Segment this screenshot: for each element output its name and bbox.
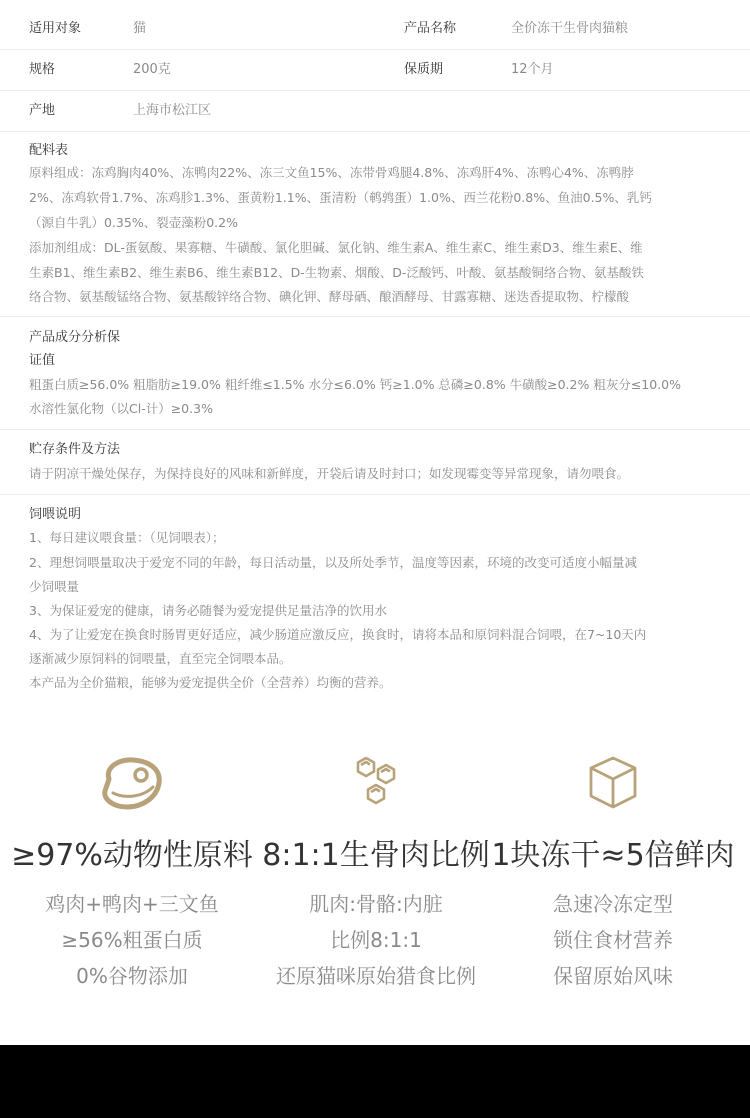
feature-subtext: ≥56%粗蛋白质 bbox=[61, 928, 203, 952]
feature-headline: 1块冻干≈5倍鲜肉 bbox=[491, 838, 735, 873]
feature-subtext: 保留原始风味 bbox=[553, 964, 673, 988]
hexagon-cluster-icon bbox=[343, 755, 409, 813]
cube-icon bbox=[580, 755, 646, 813]
ingredients-line: 原料组成：冻鸡胸肉40%、冻鸭肉22%、冻三文鱼15%、冻带骨鸡腿4.8%、冻鸡肝4%、冻鸭心4%、冻鸭脖 bbox=[29, 165, 634, 180]
spec-value: 200克 bbox=[133, 62, 171, 77]
meat-icon bbox=[99, 755, 165, 813]
analysis-title-cont: 证值 bbox=[29, 353, 56, 368]
feature-headline: ≥97%动物性原料 bbox=[11, 838, 253, 873]
feeding-line: 本产品为全价猫粮，能够为爱宠提供全价（全营养）均衡的营养。 bbox=[29, 675, 392, 690]
spec-value: 猫 bbox=[133, 21, 147, 36]
feature-subtext: 比例8:1:1 bbox=[330, 928, 422, 952]
spec-label: 规格 bbox=[29, 62, 56, 77]
feeding-line: 2、理想饲喂量取决于爱宠不同的年龄，每日活动量，以及所处季节，温度等因素，环境的改变可适度小幅量减 bbox=[29, 555, 637, 570]
storage-line: 请于阴凉干燥处保存，为保持良好的风味和新鲜度，开袋后请及时封口；如发现霉变等异常现象，请勿喂食。 bbox=[29, 466, 630, 481]
ingredients-section bbox=[0, 132, 750, 317]
feature-bone-meat-ratio bbox=[251, 755, 501, 988]
additives-line: 生素B1、维生素B2、维生素B6、维生素B12、D-生物素、烟酸、D-泛酸钙、叶酸、氨基酸铜络合物、氨基酸铁 bbox=[29, 265, 644, 280]
spec-label: 产品名称 bbox=[404, 21, 457, 36]
bottom-black-band bbox=[0, 1045, 750, 1118]
ingredients-title: 配料表 bbox=[29, 143, 69, 158]
storage-title: 贮存条件及方法 bbox=[29, 442, 121, 457]
analysis-line: 粗蛋白质≥56.0% 粗脂肪≥19.0% 粗纤维≤1.5% 水分≤6.0% 钙≥1.0% 总磷≥0.8% 牛磺酸≥0.2% 粗灰分≤10.0% bbox=[29, 377, 682, 392]
ingredients-line: （源自牛乳）0.35%、裂壶藻粉0.2% bbox=[29, 215, 238, 230]
feature-subtext: 0%谷物添加 bbox=[76, 964, 188, 988]
spec-label: 保质期 bbox=[404, 62, 444, 77]
feeding-line: 1、每日建议喂食量：（见饲喂表）； bbox=[29, 530, 225, 545]
feeding-line: 4、为了让爱宠在换食时肠胃更好适应，减少肠道应激反应，换食时，请将本品和原饲料混合饲喂，在7~10天内 bbox=[29, 627, 647, 642]
analysis-line: 水溶性氯化物（以Cl-计）≥0.3% bbox=[29, 401, 213, 416]
feature-subtext: 还原猫咪原始猎食比例 bbox=[276, 964, 476, 988]
spec-value: 上海市松江区 bbox=[133, 103, 212, 118]
feature-subtext: 锁住食材营养 bbox=[553, 928, 673, 952]
spec-row-origin bbox=[0, 90, 750, 132]
additives-line: 添加剂组成：DL-蛋氨酸、果寡糖、牛磺酸、氯化胆碱、氯化钠、维生素A、维生素C、维生素D3、维生素E、维 bbox=[29, 240, 643, 255]
feeding-section bbox=[0, 494, 750, 704]
analysis-section bbox=[0, 316, 750, 430]
spec-row-target bbox=[0, 8, 750, 50]
analysis-title: 产品成分分析保 bbox=[29, 330, 121, 345]
feature-subtext: 肌肉:骨骼:内脏 bbox=[309, 892, 443, 916]
spec-value: 全价冻干生骨肉猫粮 bbox=[511, 21, 629, 36]
feature-animal-ingredients bbox=[7, 755, 257, 988]
spec-label: 产地 bbox=[29, 103, 56, 118]
spec-value: 12个月 bbox=[511, 62, 554, 77]
feeding-line: 3、为保证爱宠的健康，请务必随餐为爱宠提供足量洁净的饮用水 bbox=[29, 603, 387, 618]
feature-freeze-dried bbox=[488, 755, 738, 988]
feeding-line: 少饲喂量 bbox=[29, 579, 80, 594]
spec-label: 适用对象 bbox=[29, 21, 82, 36]
ingredients-line: 2%、冻鸡软骨1.7%、冻鸡胗1.3%、蛋黄粉1.1%、蛋清粉（鹌鹑蛋）1.0%、西兰花粉0.8%、鱼油0.5%、乳钙 bbox=[29, 190, 652, 205]
feeding-title: 饲喂说明 bbox=[29, 507, 82, 522]
feature-subtext: 鸡肉+鸭肉+三文鱼 bbox=[45, 892, 219, 916]
storage-section bbox=[0, 429, 750, 495]
additives-line: 络合物、氨基酸锰络合物、氨基酸锌络合物、碘化钾、酵母硒、酿酒酵母、甘露寡糖、迷迭香提取物、柠檬酸 bbox=[29, 289, 630, 304]
feature-subtext: 急速冷冻定型 bbox=[553, 892, 673, 916]
feeding-line: 逐渐减少原饲料的饲喂量，直至完全饲喂本品。 bbox=[29, 651, 292, 666]
feature-headline: 8:1:1生骨肉比例 bbox=[262, 838, 490, 873]
spec-row-size bbox=[0, 49, 750, 91]
